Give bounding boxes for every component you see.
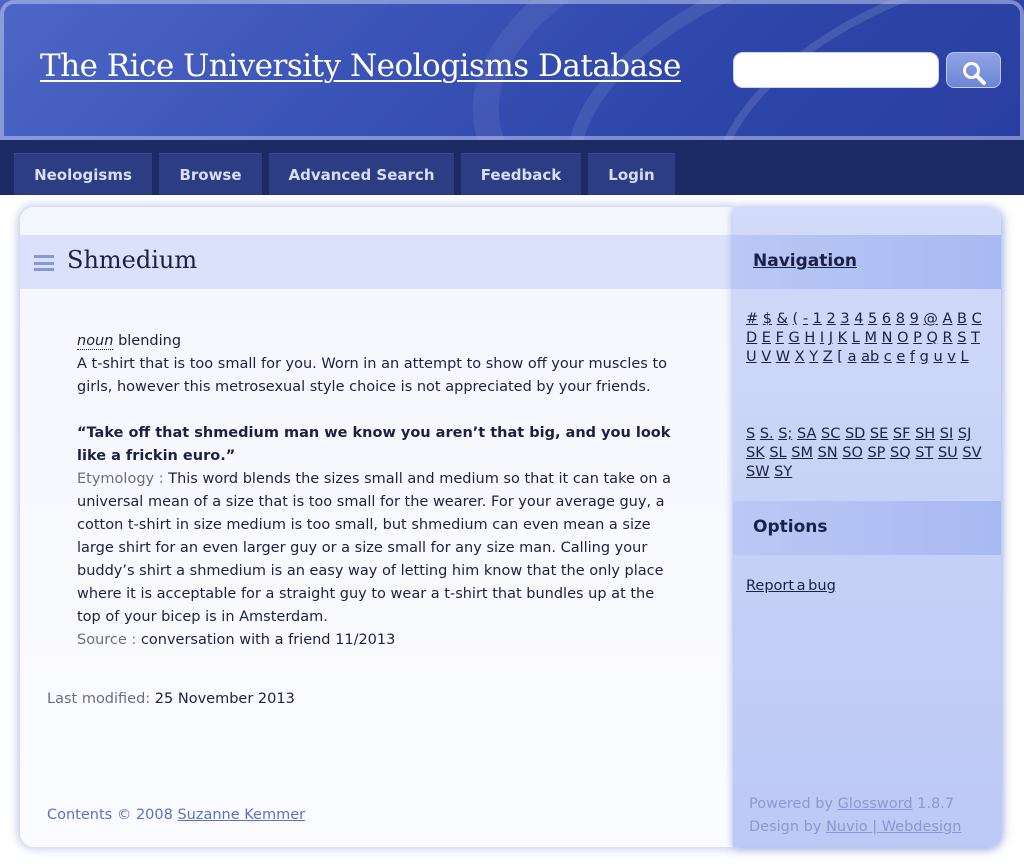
index-letter-link[interactable]: K bbox=[837, 330, 848, 346]
sub-index-link[interactable]: SE bbox=[869, 426, 889, 442]
sub-index-link[interactable]: SO bbox=[842, 445, 863, 461]
part-of-speech: noun bbox=[77, 333, 114, 349]
etymology-label: Etymology : bbox=[77, 471, 164, 487]
index-letter-link[interactable]: V bbox=[761, 349, 772, 365]
sub-index-link[interactable]: SF bbox=[892, 426, 911, 442]
index-letter-link[interactable]: 1 bbox=[812, 311, 822, 327]
index-letter-link[interactable]: Q bbox=[926, 330, 938, 346]
index-letter-link[interactable]: 9 bbox=[909, 311, 919, 327]
sub-index-link[interactable]: SQ bbox=[890, 445, 911, 461]
sub-index-link[interactable]: SK bbox=[746, 445, 765, 461]
index-letter-link[interactable]: ( bbox=[792, 311, 799, 327]
index-letter-link[interactable]: S bbox=[957, 330, 967, 346]
entry-body bbox=[77, 330, 677, 652]
index-letter-link[interactable]: Y bbox=[809, 349, 819, 365]
index-letter-link[interactable]: $ bbox=[762, 311, 772, 327]
index-letter-link[interactable]: 3 bbox=[840, 311, 850, 327]
sub-index-link[interactable]: SH bbox=[915, 426, 936, 442]
index-letter-link[interactable]: & bbox=[776, 311, 788, 327]
sub-index-link[interactable]: SD bbox=[844, 426, 866, 442]
sub-index-link[interactable]: SP bbox=[867, 445, 886, 461]
last-modified-label: Last modified: bbox=[47, 691, 151, 707]
source-label: Source : bbox=[77, 632, 137, 648]
report-bug-link[interactable]: Report a bug bbox=[746, 578, 836, 594]
version: 1.8.7 bbox=[917, 796, 955, 812]
author-link[interactable]: Suzanne Kemmer bbox=[177, 807, 306, 823]
index-letter-link[interactable]: g bbox=[919, 349, 929, 365]
copyright bbox=[47, 807, 305, 823]
index-letter-link[interactable]: B bbox=[957, 311, 967, 327]
index-letter-link[interactable]: L bbox=[960, 349, 969, 365]
sub-index-link[interactable]: ST bbox=[915, 445, 934, 461]
usage-quote: “Take off that shmedium man we know you aren’t that big, and you look like a frickin euro.” bbox=[77, 425, 671, 464]
index-letter-link[interactable]: N bbox=[881, 330, 893, 346]
search-input[interactable] bbox=[733, 52, 939, 88]
powered-prefix: Powered by bbox=[749, 796, 834, 812]
sub-index-link[interactable]: SY bbox=[774, 464, 793, 480]
index-letter-link[interactable]: - bbox=[802, 311, 809, 327]
last-modified-date: 25 November 2013 bbox=[154, 691, 295, 707]
index-letter-link[interactable]: @ bbox=[923, 311, 938, 327]
index-letter-link[interactable]: u bbox=[933, 349, 943, 365]
last-modified bbox=[47, 688, 295, 711]
navigation-title-link[interactable]: Navigation bbox=[753, 251, 857, 271]
source-text: conversation with a friend 11/2013 bbox=[140, 632, 396, 648]
sub-index-link[interactable]: SJ bbox=[957, 426, 972, 442]
index-letter-link[interactable]: C bbox=[971, 311, 982, 327]
sub-index-link[interactable]: S; bbox=[778, 426, 793, 442]
sub-letter-index bbox=[746, 425, 996, 482]
magnifier-icon bbox=[961, 60, 987, 86]
sub-index-link[interactable]: S bbox=[746, 426, 756, 442]
index-letter-link[interactable]: 5 bbox=[868, 311, 878, 327]
sub-index-link[interactable]: SL bbox=[769, 445, 787, 461]
index-letter-link[interactable]: v bbox=[947, 349, 956, 365]
index-letter-link[interactable]: ab bbox=[861, 349, 880, 365]
index-letter-link[interactable]: P bbox=[913, 330, 922, 346]
index-letter-link[interactable]: R bbox=[942, 330, 953, 346]
etymology bbox=[77, 468, 677, 629]
search-button[interactable] bbox=[946, 52, 1001, 88]
index-letter-link[interactable]: X bbox=[794, 349, 805, 365]
sub-index-link[interactable]: SV bbox=[962, 445, 982, 461]
design-by bbox=[749, 816, 961, 839]
design-prefix: Design by bbox=[749, 819, 822, 835]
index-letter-link[interactable]: f bbox=[909, 349, 915, 365]
index-letter-link[interactable]: G bbox=[788, 330, 800, 346]
letter-index bbox=[746, 310, 996, 367]
powered-by bbox=[749, 793, 961, 816]
index-letter-link[interactable]: U bbox=[746, 349, 757, 365]
page-title: Shmedium bbox=[67, 246, 198, 274]
list-icon bbox=[34, 255, 54, 271]
navigation-title bbox=[753, 251, 857, 271]
index-letter-link[interactable]: a bbox=[847, 349, 857, 365]
index-letter-link[interactable]: M bbox=[864, 330, 878, 346]
sub-index-link[interactable]: SW bbox=[746, 464, 770, 480]
index-letter-link[interactable]: A bbox=[942, 311, 953, 327]
index-letter-link[interactable]: 4 bbox=[854, 311, 864, 327]
index-letter-link[interactable]: O bbox=[897, 330, 909, 346]
tab-browse[interactable]: Browse bbox=[159, 153, 262, 195]
main-nav bbox=[0, 140, 1024, 195]
index-letter-link[interactable]: H bbox=[804, 330, 816, 346]
entry-type: blending bbox=[118, 333, 182, 349]
options-title: Options bbox=[753, 517, 828, 537]
index-letter-link[interactable]: 8 bbox=[895, 311, 905, 327]
index-letter-link[interactable]: # bbox=[746, 311, 759, 327]
credits bbox=[749, 793, 961, 839]
index-letter-link[interactable]: T bbox=[971, 330, 980, 346]
site-title-link[interactable]: The Rice University Neologisms Database bbox=[40, 48, 681, 84]
index-letter-link[interactable]: 6 bbox=[881, 311, 892, 327]
options-list bbox=[746, 577, 996, 596]
index-letter-link[interactable]: Z bbox=[822, 349, 833, 365]
source bbox=[77, 629, 677, 652]
index-letter-link[interactable]: 2 bbox=[826, 311, 836, 327]
sub-index-link[interactable]: SC bbox=[820, 426, 841, 442]
tab-advanced-search[interactable]: Advanced Search bbox=[269, 153, 454, 195]
glossword-link[interactable]: Glossword bbox=[837, 796, 913, 812]
tab-neologisms[interactable]: Neologisms bbox=[14, 153, 152, 195]
index-letter-link[interactable]: e bbox=[896, 349, 906, 365]
entry-header bbox=[77, 330, 677, 353]
index-letter-link[interactable]: L bbox=[851, 330, 860, 346]
nuvio-link[interactable]: Nuvio | Webdesign bbox=[826, 819, 962, 835]
sub-index-link[interactable]: S. bbox=[759, 426, 774, 442]
index-letter-link[interactable]: c bbox=[883, 349, 892, 365]
sub-index-link[interactable]: SU bbox=[937, 445, 958, 461]
index-letter-link[interactable]: F bbox=[775, 330, 784, 346]
sub-index-link[interactable]: SI bbox=[939, 426, 954, 442]
sub-index-link[interactable]: SM bbox=[791, 445, 813, 461]
index-letter-link[interactable]: J bbox=[828, 330, 834, 346]
index-letter-link[interactable]: [ bbox=[837, 349, 843, 365]
tab-login[interactable]: Login bbox=[588, 153, 675, 195]
copyright-prefix: Contents © 2008 bbox=[47, 807, 173, 823]
index-letter-link[interactable]: W bbox=[775, 349, 791, 365]
sub-index-link[interactable]: SN bbox=[817, 445, 838, 461]
index-letter-link[interactable]: I bbox=[819, 330, 825, 346]
tab-feedback[interactable]: Feedback bbox=[461, 153, 581, 195]
index-letter-link[interactable]: E bbox=[761, 330, 771, 346]
sub-index-link[interactable]: SA bbox=[796, 426, 817, 442]
index-letter-link[interactable]: D bbox=[746, 330, 758, 346]
etymology-text: This word blends the sizes small and medium so that it can take on a universal mean of a size that is too small for the wearer. For your average guy, a cotton t-shirt in size medium is too small, but shmedium can even mean a size large shirt for an even larger guy or a size small for any size man. Calling your buddy’s shirt a shmedium is an easy way of letting him know that the only place where it is acceptable for a straight guy to wear a t-shirt that bundles up at the top of your bicep is in Amsterdam. bbox=[77, 471, 672, 625]
definition: A t-shirt that is too small for you. Worn in an attempt to show off your muscles to girls, however this metrosexual style choice is not appreciated by your friends. bbox=[77, 356, 668, 395]
